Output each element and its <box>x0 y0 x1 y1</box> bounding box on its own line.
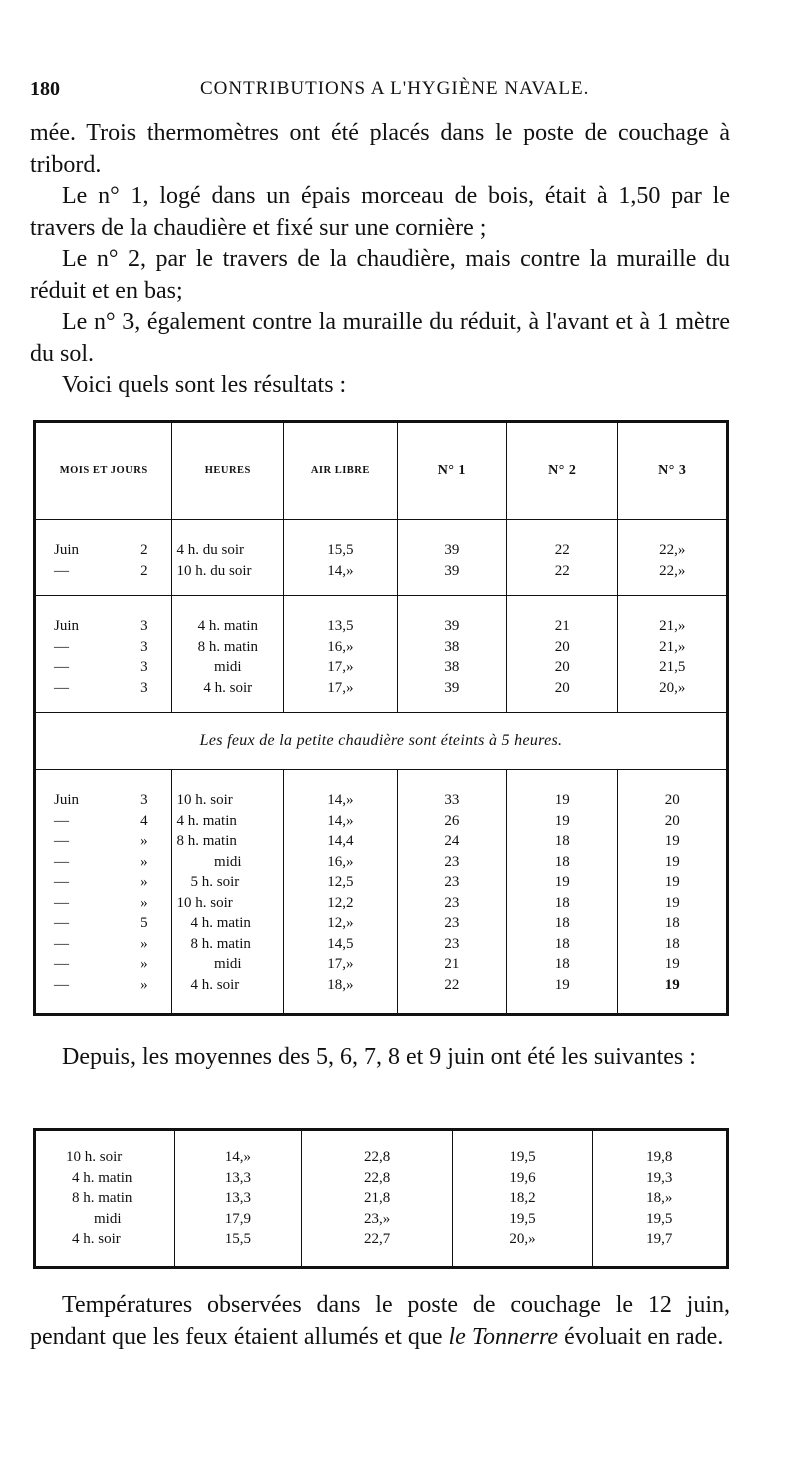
table-cell: » <box>116 975 172 1015</box>
table-row <box>35 637 728 658</box>
table-cell: 20,» <box>453 1229 592 1267</box>
table-cell: 18 <box>507 913 618 934</box>
table-cell: 19 <box>664 874 680 890</box>
table-cell: — <box>54 638 69 655</box>
table-cell: 19,3 <box>646 1169 673 1186</box>
table-cell: 15,5 <box>284 520 398 561</box>
table-cell: 19,5 <box>453 1209 592 1230</box>
table-row <box>35 1209 728 1230</box>
table-row <box>35 770 728 811</box>
table-row <box>35 893 728 914</box>
table-cell: 19 <box>664 976 680 993</box>
table-cell: 10 h. soir <box>172 893 284 914</box>
averages-intro: Depuis, les moyennes des 5, 6, 7, 8 et 9 juin ont été les suivantes : <box>62 1044 696 1070</box>
table-cell: 20 <box>507 657 618 678</box>
page-number: 180 <box>30 78 60 100</box>
intro-paragraph: Le n° 1, logé dans un épais morceau de bois, était à 1,50 par le travers de la chaudière et fixé sur une cornière ; <box>30 183 730 241</box>
table-cell: 13,3 <box>174 1188 301 1209</box>
averages-table <box>33 1128 729 1269</box>
table-cell: 4 h. matin <box>172 811 284 832</box>
table-cell: 21,» <box>659 618 686 634</box>
table-cell: » <box>116 872 172 893</box>
table-cell: 19,6 <box>453 1168 592 1189</box>
table-cell: 14,» <box>284 561 398 596</box>
table-cell: — <box>54 853 69 870</box>
table-cell: 17,» <box>284 954 398 975</box>
table-cell: — <box>54 874 69 890</box>
table-row <box>35 872 728 893</box>
intro-paragraph: Le n° 3, également contre la muraille du réduit, à l'avant et à 1 mètre du sol. <box>30 309 730 367</box>
table-cell: 4 h. matin <box>35 1168 175 1189</box>
table-cell: 22 <box>397 975 506 1015</box>
table-cell: — <box>54 812 69 829</box>
table-cell: 3 <box>116 657 172 678</box>
table-cell: 38 <box>397 637 506 658</box>
table-cell: 22,8 <box>302 1130 453 1168</box>
table-cell: 33 <box>397 770 506 811</box>
table-cell: 19 <box>664 853 680 870</box>
intro-paragraph: Voici quels sont les résultats : <box>62 372 347 398</box>
table-cell: 18 <box>507 831 618 852</box>
table-row <box>35 657 728 678</box>
table-row <box>35 831 728 852</box>
table-row <box>35 678 728 713</box>
table-cell: 18 <box>664 915 680 931</box>
column-header: MOIS ET JOURS <box>35 422 172 520</box>
column-header: AIR LIBRE <box>284 422 398 520</box>
table-cell: 4 h. soir <box>35 1229 175 1267</box>
table-cell: 19,7 <box>646 1231 673 1247</box>
table-cell: 18 <box>507 893 618 914</box>
table-cell: » <box>116 831 172 852</box>
table-cell: 12,5 <box>284 872 398 893</box>
table-cell: 20 <box>507 637 618 658</box>
middle-text <box>30 1042 730 1074</box>
table-cell: 18,» <box>646 1190 673 1206</box>
table-cell: — <box>54 659 69 675</box>
table-cell: 23 <box>397 913 506 934</box>
intro-text <box>30 118 730 402</box>
table-row <box>35 913 728 934</box>
table-cell: 19 <box>664 956 680 972</box>
table-cell: 14,» <box>284 770 398 811</box>
table-cell: — <box>35 561 117 596</box>
table-cell: 14,» <box>174 1130 301 1168</box>
table-cell: 21 <box>507 596 618 637</box>
table-cell: — <box>54 935 69 952</box>
table-cell: 22,8 <box>302 1168 453 1189</box>
table-cell: 13,3 <box>174 1168 301 1189</box>
table-cell: 18 <box>507 934 618 955</box>
table-cell: 8 h. matin <box>172 637 284 658</box>
column-header: N° 3 <box>618 422 728 520</box>
table-cell: 21,5 <box>659 659 686 675</box>
table-cell: » <box>116 954 172 975</box>
table-cell: 14,» <box>284 811 398 832</box>
table-cell: 39 <box>397 678 506 713</box>
table-row <box>35 520 728 561</box>
table-cell: 4 <box>116 811 172 832</box>
table-cell: 20 <box>664 792 680 808</box>
temperature-table <box>33 420 729 1016</box>
table-row <box>35 1229 728 1267</box>
table-cell: 10 h. soir <box>172 770 284 811</box>
table-cell: 19,8 <box>646 1149 673 1165</box>
table-cell: 19,5 <box>453 1130 592 1168</box>
table-cell: 3 <box>116 596 172 637</box>
table-notice-row <box>35 713 728 770</box>
table-row <box>35 852 728 873</box>
table-cell: » <box>116 852 172 873</box>
table-cell: 18 <box>507 954 618 975</box>
table-cell: 4 h. soir <box>172 975 284 1015</box>
column-header: N° 1 <box>397 422 506 520</box>
running-title: CONTRIBUTIONS A L'HYGIÈNE NAVALE. <box>200 78 590 99</box>
table-cell: 4 h. matin <box>172 913 284 934</box>
table-cell: 19 <box>507 872 618 893</box>
table-row <box>35 596 728 637</box>
table-cell: 17,» <box>284 657 398 678</box>
table-cell: 19 <box>507 770 618 811</box>
table-cell: 4 h. du soir <box>172 520 284 561</box>
table-cell: 15,5 <box>174 1229 301 1267</box>
table-cell: 23 <box>397 934 506 955</box>
table-cell: 16,» <box>284 637 398 658</box>
table-cell: 22,» <box>618 561 728 596</box>
ship-name: le Tonnerre <box>448 1323 559 1350</box>
table-cell: 26 <box>397 811 506 832</box>
table-cell: midi <box>172 954 284 975</box>
table-cell: 23,» <box>302 1209 453 1230</box>
closing-paragraph <box>30 1290 730 1353</box>
table-cell: 18 <box>664 935 680 952</box>
table-cell: 20,» <box>618 678 728 713</box>
table-cell: 2 <box>116 520 172 561</box>
column-header: N° 2 <box>507 422 618 520</box>
table-cell: midi <box>172 657 284 678</box>
table-cell: 38 <box>397 657 506 678</box>
table-cell: — <box>54 956 69 972</box>
table-cell: » <box>116 893 172 914</box>
intro-paragraph: mée. Trois thermomètres ont été placés dans le poste de couchage à tribord. <box>30 120 730 178</box>
table-cell: 23 <box>397 852 506 873</box>
table-cell: 19 <box>507 975 618 1015</box>
table-cell: 12,» <box>284 913 398 934</box>
table-row <box>35 811 728 832</box>
table-cell: 24 <box>397 831 506 852</box>
table-cell: 14,5 <box>284 934 398 955</box>
table-cell: 20 <box>507 678 618 713</box>
closing-text-after: évoluait en rade. <box>564 1323 724 1350</box>
table-cell: Juin <box>54 618 80 634</box>
table-cell: 8 h. matin <box>172 934 284 955</box>
closing-text-before: Températures observées dans le poste de couchage le 12 juin, pendant que les feux étaient allumés et que <box>30 1292 730 1350</box>
table-cell: 3 <box>116 678 172 713</box>
table-row <box>35 934 728 955</box>
table-row <box>35 561 728 596</box>
table-cell: 12,2 <box>284 893 398 914</box>
table-cell: 21 <box>397 954 506 975</box>
table-row <box>35 975 728 1015</box>
table-cell: 18,2 <box>453 1188 592 1209</box>
table-cell: 3 <box>116 770 172 811</box>
table-cell: 3 <box>116 637 172 658</box>
table-cell: 5 <box>116 913 172 934</box>
table-cell: — <box>54 894 69 911</box>
table-cell: 21,8 <box>302 1188 453 1209</box>
table-cell: 23 <box>397 893 506 914</box>
table-cell: 4 h. matin <box>172 596 284 637</box>
table-cell: — <box>35 678 117 713</box>
table-cell: 39 <box>397 520 506 561</box>
running-header <box>30 78 770 108</box>
table-cell: 18,» <box>284 975 398 1015</box>
table-cell: 22,» <box>659 542 686 558</box>
table-cell: 39 <box>397 561 506 596</box>
table-cell: 22,7 <box>302 1229 453 1267</box>
table-cell: — <box>54 915 69 931</box>
column-header: HEURES <box>172 422 284 520</box>
table-cell: — <box>54 976 69 993</box>
table-cell: — <box>54 833 69 849</box>
table-cell: 39 <box>397 596 506 637</box>
table-cell: Juin <box>54 542 80 558</box>
table-cell: 23 <box>397 872 506 893</box>
table-cell: 17,9 <box>174 1209 301 1230</box>
closing-text <box>30 1290 730 1353</box>
table-cell: 18 <box>507 852 618 873</box>
table-cell: 16,» <box>284 852 398 873</box>
table-cell: 19 <box>664 833 680 849</box>
table-cell: 13,5 <box>284 596 398 637</box>
table-row <box>35 954 728 975</box>
table-cell: 20 <box>664 812 680 829</box>
table-cell: 22 <box>507 520 618 561</box>
intro-paragraph: Le n° 2, par le travers de la chaudière, mais contre la muraille du réduit et en bas; <box>30 246 730 304</box>
table-cell: 8 h. matin <box>172 831 284 852</box>
table-row <box>35 1168 728 1189</box>
table-cell: 14,4 <box>284 831 398 852</box>
boiler-notice: Les feux de la petite chaudière sont éteints à 5 heures. <box>35 713 728 770</box>
table-row <box>35 1188 728 1209</box>
table-row <box>35 1130 728 1168</box>
table-cell: 19 <box>664 894 680 911</box>
table-cell: 21,» <box>659 638 686 655</box>
table-cell: 10 h. soir <box>35 1130 175 1168</box>
table-header-row <box>35 422 728 520</box>
table-cell: 4 h. soir <box>172 678 284 713</box>
table-cell: 22 <box>507 561 618 596</box>
table-cell: 10 h. du soir <box>172 561 284 596</box>
table-cell: Juin <box>54 792 80 808</box>
table-cell: 19,5 <box>646 1210 673 1227</box>
table-cell: midi <box>35 1209 175 1230</box>
table-cell: 19 <box>507 811 618 832</box>
table-cell: 17,» <box>284 678 398 713</box>
table-cell: 5 h. soir <box>172 872 284 893</box>
table-cell: 2 <box>116 561 172 596</box>
table-cell: » <box>116 934 172 955</box>
table-cell: midi <box>172 852 284 873</box>
table-cell: 8 h. matin <box>35 1188 175 1209</box>
